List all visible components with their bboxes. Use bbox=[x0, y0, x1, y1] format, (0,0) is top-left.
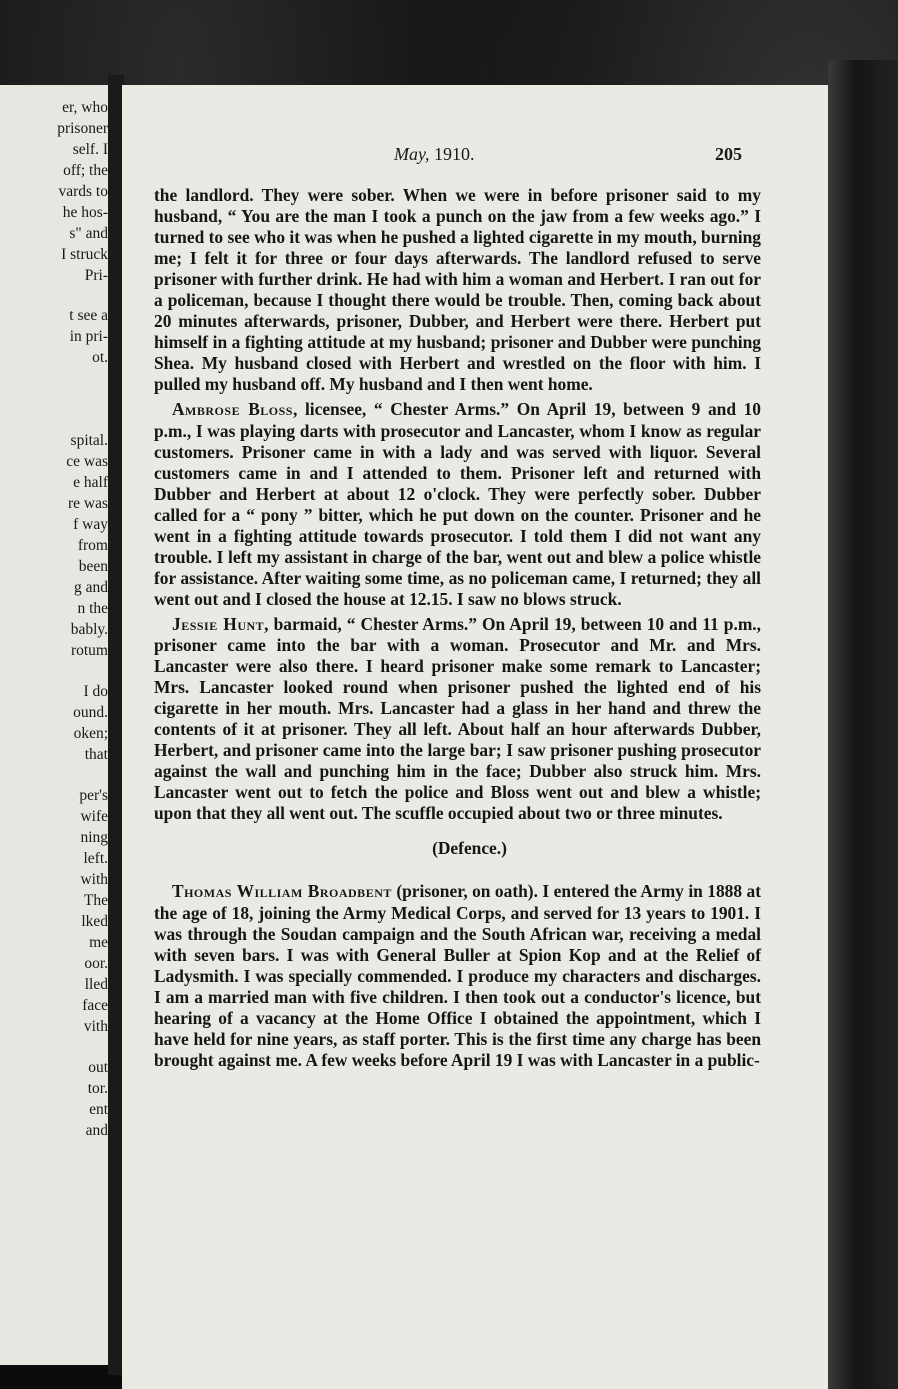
left-page-line: vith bbox=[83, 1018, 108, 1035]
paragraph-broadbent bbox=[154, 881, 761, 1070]
page-header bbox=[122, 144, 828, 170]
left-page-line: that bbox=[84, 746, 108, 763]
left-page-line: off; the bbox=[63, 162, 108, 179]
left-page-line: f way bbox=[73, 516, 108, 533]
paragraph-hunt bbox=[154, 614, 761, 824]
section-heading-defence: (Defence.) bbox=[432, 838, 507, 859]
left-page-line: oor. bbox=[84, 955, 108, 972]
left-page-line: The bbox=[83, 892, 108, 909]
left-page-line: t see a bbox=[69, 307, 108, 324]
left-page-line: bably. bbox=[70, 621, 108, 638]
left-page-line: I struck bbox=[61, 246, 108, 263]
witness-name-hunt: Jessie Hunt bbox=[172, 613, 265, 634]
left-page-line: tor. bbox=[87, 1080, 108, 1097]
left-page-line: Pri- bbox=[84, 267, 108, 284]
page-edge-shadow bbox=[828, 60, 898, 1389]
left-page-line: with bbox=[80, 871, 108, 888]
witness-name-bloss: Ambrose Bloss bbox=[172, 399, 293, 420]
left-page-line: from bbox=[77, 537, 108, 554]
left-page-line: ot. bbox=[92, 349, 108, 366]
paragraph-continuation: the landlord. They were sober. When we were in before prisoner said to my husband, “ You are the man I took a punch on the jaw from a few weeks ago.” I turned to see who it was when he pushed a lighted cigarette in my mouth, burning me; I felt it for three or four days afterwards. The landlord refused to serve prisoner with further drink. He had with him a woman and Herbert. I ran out for a policeman, because I thought there would be trouble. Then, coming back about 20 minutes afterwards, prisoner, Dubber, and Herbert were there. Herbert put himself in a fighting attitude at my husband; prisoner and Dubber were punching Shea. My husband closed with Herbert and wrestled on the floor with him. I pulled my husband off. My husband and I then went home. bbox=[154, 185, 761, 395]
left-page-line: oken; bbox=[73, 725, 108, 742]
left-page-line: ound. bbox=[73, 704, 108, 721]
body-text bbox=[154, 185, 761, 1071]
book-page bbox=[122, 85, 828, 1389]
left-page-line: prisoner bbox=[57, 120, 108, 137]
left-page-line: face bbox=[82, 997, 108, 1014]
running-head bbox=[394, 144, 475, 165]
testimony-hunt: , barmaid, “ Chester Arms.” On April 19, between 10 and 11 p.m., prisoner came into the bar with a woman. Prosecutor and Mr. and Mrs. Lancaster were also there. I heard prisoner make some remark to Lancaster; Mrs. Lancaster looked round when prisoner pushed the lighted end of his cigarette in her mouth. Mrs. Lancaster had a glass in her hand and threw the contents of it at prisoner. They all left. About half an hour afterwards Dubber, Herbert, and prisoner came into the large bar; I saw prisoner pushing prosecutor against the wall and punching him in the face; Dubber also struck him. Mrs. Lancaster went out to fetch the police and Bloss went out and blew a whistle; upon that they all went out. The scuffle occupied about two or three minutes. bbox=[154, 613, 761, 824]
paragraph-bloss bbox=[154, 399, 761, 609]
left-page-line: out bbox=[88, 1059, 108, 1076]
left-page-line: lled bbox=[84, 976, 108, 993]
witness-name-broadbent: Thomas William Broadbent bbox=[172, 881, 392, 902]
left-page-line: ce was bbox=[66, 453, 108, 470]
left-page-line: he hos- bbox=[62, 204, 108, 221]
page-number: 205 bbox=[715, 144, 742, 164]
left-page-line: me bbox=[89, 934, 108, 951]
left-page-line: g and bbox=[73, 579, 108, 596]
left-page-line: left. bbox=[83, 850, 108, 867]
left-page-line: n the bbox=[77, 600, 108, 617]
left-page-line: and bbox=[85, 1122, 108, 1139]
left-page-line: vards to bbox=[58, 183, 108, 200]
header-year: 1910. bbox=[434, 144, 475, 164]
left-page-line: spital. bbox=[70, 432, 108, 449]
left-page-line: e half bbox=[73, 474, 108, 491]
left-page-line: in pri- bbox=[69, 328, 108, 345]
left-page-line: wife bbox=[80, 808, 108, 825]
left-page-line: been bbox=[78, 558, 108, 575]
left-page-line: ent bbox=[89, 1101, 108, 1118]
left-page-line: er, who bbox=[62, 99, 108, 116]
left-page-line: re was bbox=[67, 495, 108, 512]
left-page-line: lked bbox=[81, 913, 108, 930]
header-month: May, bbox=[394, 144, 430, 164]
testimony-broadbent: (prisoner, on oath). I entered the Army in 1888 at the age of 18, joining the Army Medical Corps, and served for 13 years to 1901. I was through the Soudan campaign and the South African war, receiving a medal with seven bars. I was with General Buller at Spion Kop and at the Relief of Ladysmith. I was specially commended. I produce my characters and discharges. I am a married man with five children. I then took out a conductor's licence, but hearing of a vacancy at the Home Office I obtained the appointment, which I have held for nine years, as staff porter. This is the first time any charge has been brought against me. A few weeks before April 19 I was with Lancaster in a public- bbox=[154, 881, 762, 1070]
left-page-fragment bbox=[0, 85, 108, 1365]
left-page-line: ning bbox=[80, 829, 108, 846]
left-page-line: I do bbox=[83, 683, 108, 700]
left-page-line: rotum bbox=[70, 642, 108, 659]
left-page-line: self. I bbox=[72, 141, 108, 158]
left-page-line: per's bbox=[79, 787, 108, 804]
testimony-bloss: , licensee, “ Chester Arms.” On April 19, between 9 and 10 p.m., I was playing darts with prosecutor and Lancaster, whom I know as regular customers. Prisoner came in with a lady and was served with liquor. Several customers came in and I attended to them. Prisoner left and returned with Dubber and Herbert at about 12 o'clock. They were perfectly sober. Dubber called for a “ pony ” bitter, which he put down on the counter. Prisoner and he went in a fighting attitude towards prosecutor. I told them I did not want any trouble. I left my assistant in charge of the bar, went out and blew a police whistle for assistance. After waiting some time, as no policeman came, I returned; they all went out and I closed the house at 12.15. I saw no blows struck. bbox=[154, 399, 761, 609]
left-page-line: s" and bbox=[69, 225, 108, 242]
